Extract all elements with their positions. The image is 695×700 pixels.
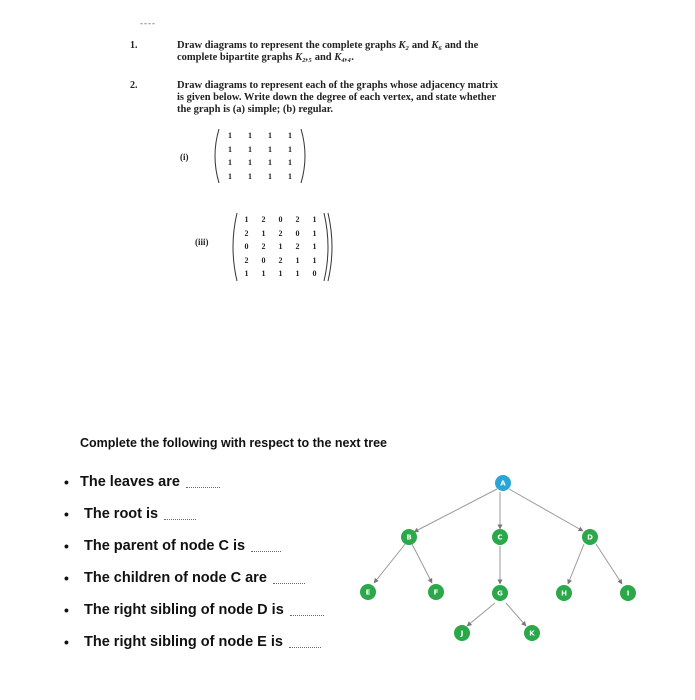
- matrix-cell: 2: [244, 255, 249, 265]
- matrix-cell: 2: [244, 228, 249, 238]
- list-item-text: The right sibling of node E is: [84, 634, 283, 650]
- k2-symbol: K₂: [398, 40, 410, 51]
- matrix-cell: 1: [228, 144, 232, 154]
- node-h-label: H: [561, 589, 567, 598]
- node-a-label: A: [500, 479, 506, 488]
- matrix-cell: 1: [228, 131, 232, 140]
- matrix-i-left-paren: [210, 128, 220, 184]
- answer-blank[interactable]: [273, 573, 305, 584]
- node-b[interactable]: [401, 529, 417, 545]
- question-2-number: 2.: [130, 80, 138, 91]
- question-1-number: 1.: [130, 40, 138, 51]
- answer-blank[interactable]: [186, 477, 220, 488]
- edge-b-f: [412, 544, 432, 583]
- matrix-cell: 1: [268, 144, 272, 154]
- bullet-icon: •: [64, 474, 69, 490]
- q1-and-2: and the: [442, 40, 479, 51]
- matrix-cell: 1: [268, 158, 272, 167]
- matrix-cell: 1: [288, 158, 292, 167]
- matrix-cell: 1: [295, 269, 300, 279]
- k44-symbol: K₄,₄: [334, 52, 352, 63]
- answer-blank[interactable]: [164, 509, 196, 520]
- tree-questions-list: [64, 466, 364, 658]
- answer-blank[interactable]: [251, 541, 281, 552]
- matrix-iii: [228, 212, 337, 282]
- bullet-icon: •: [64, 634, 69, 650]
- edge-d-i: [596, 544, 622, 584]
- list-item-text: The parent of node C is: [84, 538, 246, 554]
- question-2-line-1: Draw diagrams to represent each of the graphs whose adjacency matrix: [177, 80, 498, 91]
- list-item-text: The root is: [84, 506, 159, 522]
- node-d[interactable]: [582, 529, 598, 545]
- tree-section-title: Complete the following with respect to the next tree: [80, 436, 387, 450]
- matrix-iii-left-paren: [228, 212, 238, 282]
- matrix-cell: 0: [278, 215, 283, 224]
- k6-symbol: K₆: [431, 40, 443, 51]
- node-k[interactable]: [524, 625, 540, 641]
- bullet-icon: •: [64, 538, 69, 554]
- question-2-text: [177, 80, 597, 116]
- edge-a-d: [509, 489, 583, 531]
- edge-b-e: [374, 543, 406, 583]
- matrix-cell: 2: [295, 215, 300, 224]
- matrix-cell: 2: [295, 242, 300, 252]
- node-a[interactable]: [495, 475, 511, 491]
- matrix-cell: 1: [261, 228, 266, 238]
- tree-nodes: [360, 475, 636, 641]
- matrix-cell: 1: [268, 171, 272, 181]
- matrix-cell: 0: [295, 228, 300, 238]
- node-c-label: C: [497, 533, 503, 542]
- matrix-cell: 1: [312, 228, 317, 238]
- q1-text-a: Draw diagrams to represent the complete graphs: [177, 40, 399, 51]
- matrix-cell: 1: [312, 255, 317, 265]
- bullet-icon: •: [64, 570, 69, 586]
- question-2-line-2: is given below. Write down the degree of each vertex, and state whether: [177, 92, 497, 103]
- matrix-cell: 1: [312, 242, 317, 252]
- node-c[interactable]: [492, 529, 508, 545]
- node-d-label: D: [587, 533, 593, 542]
- list-item: [64, 498, 364, 530]
- node-f[interactable]: [428, 584, 444, 600]
- q1-and-1: and: [409, 40, 432, 51]
- matrix-cell: 1: [248, 158, 252, 167]
- node-e[interactable]: [360, 584, 376, 600]
- matrix-iii-label: (iii): [195, 237, 209, 247]
- matrix-cell: 1: [288, 144, 292, 154]
- matrix-cell: 0: [261, 255, 266, 265]
- bullet-icon: •: [64, 506, 69, 522]
- answer-blank[interactable]: [289, 637, 321, 648]
- node-g-label: G: [497, 589, 503, 598]
- edge-g-k: [506, 603, 526, 626]
- matrix-cell: 1: [278, 269, 283, 279]
- matrix-cell: 2: [261, 242, 266, 252]
- matrix-cell: 1: [248, 171, 252, 181]
- list-item: [64, 466, 364, 498]
- q1-end: .: [351, 52, 354, 63]
- question-2-line-3: the graph is (a) simple; (b) regular.: [177, 104, 334, 115]
- matrix-cell: 2: [278, 228, 283, 238]
- node-f-label: F: [433, 588, 439, 597]
- header-mark: ----: [140, 18, 156, 28]
- matrix-cell: 1: [278, 242, 283, 252]
- list-item: [64, 594, 364, 626]
- matrix-cell: 1: [288, 131, 292, 140]
- matrix-i-right-paren: [300, 128, 310, 184]
- node-j-label: J: [460, 629, 464, 638]
- matrix-cell: 0: [312, 269, 317, 279]
- list-item: [64, 530, 364, 562]
- node-e-label: E: [365, 588, 371, 597]
- matrix-cell: 1: [268, 131, 272, 140]
- edge-g-j: [467, 603, 495, 626]
- matrix-cell: 1: [288, 171, 292, 181]
- list-item: [64, 626, 364, 658]
- question-1-text: [177, 40, 597, 64]
- list-item-text: The children of node C are: [84, 570, 267, 586]
- q1-text-b: complete bipartite graphs: [177, 52, 296, 63]
- q1-and-3: and: [312, 52, 335, 63]
- matrix-cell: 0: [244, 242, 249, 252]
- matrix-iii-grid: [238, 212, 323, 282]
- matrix-cell: 1: [228, 158, 232, 167]
- matrix-iii-right-paren: [323, 212, 337, 282]
- node-i[interactable]: [620, 585, 636, 601]
- matrix-i-label: (i): [180, 152, 189, 162]
- matrix-cell: 1: [312, 215, 317, 224]
- tree-diagram: [355, 465, 655, 650]
- list-item: [64, 562, 364, 594]
- matrix-cell: 2: [261, 215, 266, 224]
- matrix-cell: 1: [248, 131, 252, 140]
- answer-blank[interactable]: [290, 605, 324, 616]
- matrix-i-grid: [220, 128, 300, 184]
- node-g[interactable]: [492, 585, 508, 601]
- matrix-cell: 1: [244, 215, 249, 224]
- edge-d-h: [568, 544, 584, 584]
- matrix-cell: 1: [228, 171, 232, 181]
- node-j[interactable]: [454, 625, 470, 641]
- matrix-cell: 2: [278, 255, 283, 265]
- node-h[interactable]: [556, 585, 572, 601]
- matrix-cell: 1: [248, 144, 252, 154]
- matrix-cell: 1: [261, 269, 266, 279]
- edge-a-b: [414, 489, 497, 532]
- matrix-cell: 1: [244, 269, 249, 279]
- list-item-text: The right sibling of node D is: [84, 602, 284, 618]
- node-k-label: K: [529, 629, 535, 638]
- question-1-line-1: [177, 40, 597, 52]
- k25-symbol: K₂,₅: [295, 52, 313, 63]
- node-i-label: I: [626, 589, 630, 598]
- list-item-text: The leaves are: [80, 474, 180, 490]
- bullet-icon: •: [64, 602, 69, 618]
- node-b-label: B: [406, 533, 412, 542]
- tree-edges: [374, 489, 622, 626]
- matrix-cell: 1: [295, 255, 300, 265]
- question-1-line-2: [177, 52, 597, 64]
- matrix-i: [210, 128, 310, 184]
